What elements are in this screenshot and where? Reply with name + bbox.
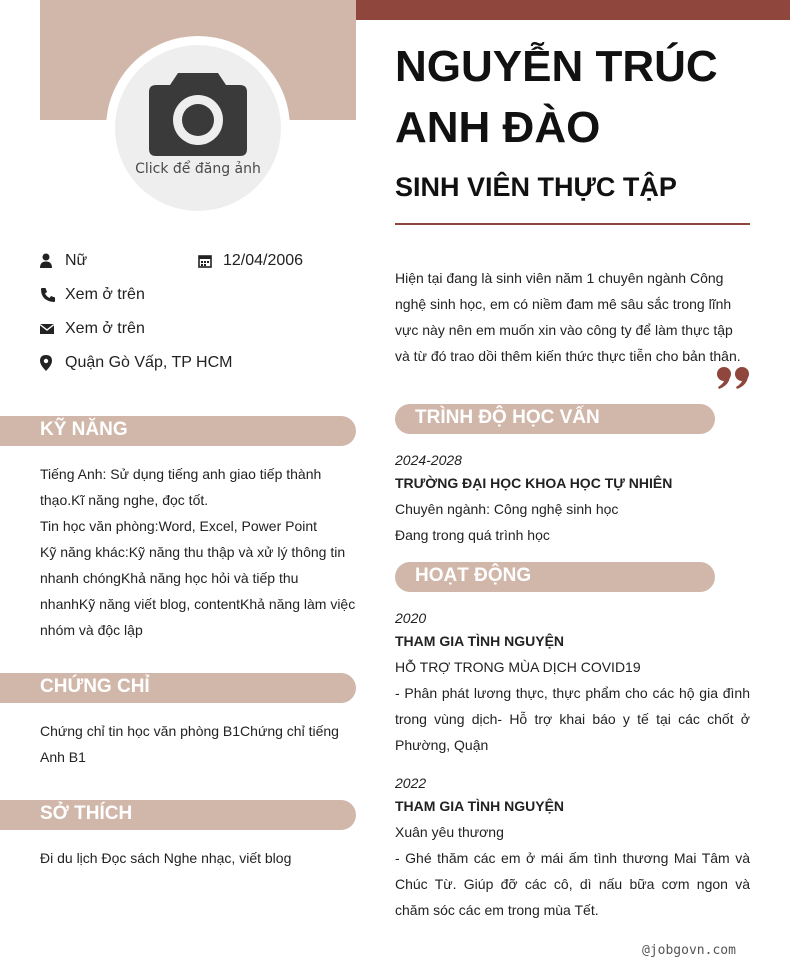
activities-heading-text: HOẠT ĐỘNG <box>415 565 532 586</box>
photo-upload-label: Click để đăng ảnh <box>135 161 261 177</box>
education-heading-text: TRÌNH ĐỘ HỌC VẤN <box>415 407 600 428</box>
top-accent-bar <box>356 0 790 20</box>
activity-entry <box>395 608 750 758</box>
skill-item: Kỹ năng khác:Kỹ năng thu thập và xử lý thông tin nhanh chóngKhả năng học hỏi và tiếp thu nhanhKỹ năng viết blog, contentKhả năng làm việc nhóm và độc lập <box>40 544 356 638</box>
career-summary: Hiện tại đang là sinh viên năm 1 chuyên ngành Công nghệ sinh học, em có niềm đam mê sâu sắc trong lĩnh vực này nên em muốn xin vào công ty để làm thực tập và từ đó trao dồi thêm kiến thức thực tiễn cho bản thân. <box>395 270 741 364</box>
activity-year: 2022 <box>395 775 427 791</box>
hobbies-heading-text: SỞ THÍCH <box>40 803 133 824</box>
quote-icon <box>716 366 752 390</box>
activity-org: THAM GIA TÌNH NGUYỆN <box>395 798 565 814</box>
calendar-icon <box>198 253 214 269</box>
title-divider <box>395 223 750 225</box>
skill-item: Tiếng Anh: Sử dụng tiếng anh giao tiếp thành thạo.Kĩ năng nghe, đọc tốt. <box>40 466 322 508</box>
envelope-icon <box>40 321 56 337</box>
address-value: Quận Gò Vấp, TP HCM <box>65 354 233 371</box>
education-year: 2024-2028 <box>395 452 462 468</box>
education-school: TRƯỜNG ĐẠI HỌC KHOA HỌC TỰ NHIÊN <box>395 475 673 491</box>
info-birthday <box>198 251 303 271</box>
activity-role: HỖ TRỢ TRONG MÙA DỊCH COVID19 <box>395 659 641 675</box>
skill-item: Tin học văn phòng:Word, Excel, Power Point <box>40 518 318 534</box>
hobbies-text: Đi du lịch Đọc sách Nghe nhạc, viết blog <box>40 850 292 866</box>
education-entry <box>395 450 750 548</box>
phone-icon <box>40 287 56 303</box>
skills-list <box>40 461 356 643</box>
birthday-value: 12/04/2006 <box>223 252 304 269</box>
education-heading <box>395 404 715 434</box>
hobbies-heading <box>0 800 356 830</box>
info-address <box>40 353 232 373</box>
candidate-name: NGUYỄN TRÚC ANH ĐÀO <box>395 42 718 152</box>
education-major: Chuyên ngành: Công nghệ sinh học <box>395 501 619 517</box>
activities-heading <box>395 562 715 592</box>
certificates-heading <box>0 673 356 703</box>
activity-role: Xuân yêu thương <box>395 824 504 840</box>
activity-description: - Phân phát lương thực, thực phẩm cho các hộ gia đình trong vùng dịch- Hỗ trợ khai báo y tế tại các chốt ở Phường, Quận <box>395 685 750 753</box>
profile-photo-upload[interactable] <box>115 45 281 211</box>
job-title: SINH VIÊN THỰC TẬP <box>395 172 677 202</box>
skills-heading-text: KỸ NĂNG <box>40 419 128 440</box>
education-status: Đang trong quá trình học <box>395 527 550 543</box>
activity-org: THAM GIA TÌNH NGUYỆN <box>395 633 565 649</box>
watermark: @jobgovn.com <box>642 943 736 958</box>
certificates-heading-text: CHỨNG CHỈ <box>40 676 150 697</box>
skills-heading <box>0 416 356 446</box>
person-icon <box>40 253 56 269</box>
phone-value: Xem ở trên <box>65 286 145 303</box>
email-value: Xem ở trên <box>65 320 145 337</box>
activity-year: 2020 <box>395 610 427 626</box>
activity-entry <box>395 773 750 923</box>
activity-description: - Ghé thăm các em ở mái ấm tình thương Mai Tâm và Chúc Từ. Giúp đỡ các cô, dì nấu bữa cơm ngon và chăm sóc các em trong mùa Tết. <box>395 850 750 918</box>
certificates-text: Chứng chỉ tin học văn phòng B1Chứng chỉ tiếng Anh B1 <box>40 723 339 765</box>
info-gender <box>40 251 87 271</box>
info-phone <box>40 285 145 305</box>
map-pin-icon <box>40 355 56 371</box>
camera-icon <box>148 69 248 157</box>
gender-value: Nữ <box>65 252 88 269</box>
info-email <box>40 319 145 339</box>
